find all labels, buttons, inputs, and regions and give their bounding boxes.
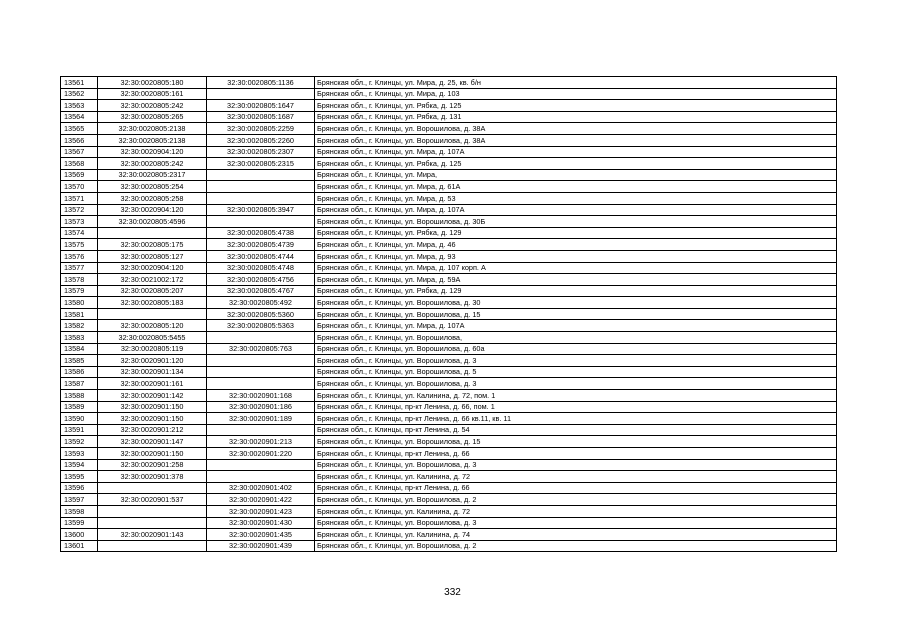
address-cell: Брянская обл., г. Клинцы, ул. Ворошилова, д. 3: [315, 378, 837, 390]
object-cadastral-number-cell: 32:30:0020805:2260: [207, 134, 315, 146]
object-cadastral-number-cell: 32:30:0020805:2307: [207, 146, 315, 158]
table-row: [61, 123, 837, 135]
object-cadastral-number-cell: 32:30:0020901:213: [207, 436, 315, 448]
row-number-cell: 13577: [61, 262, 98, 274]
row-number-cell: 13595: [61, 471, 98, 483]
object-cadastral-number-cell: 32:30:0020805:1687: [207, 111, 315, 123]
page-number: 332: [444, 587, 461, 598]
object-cadastral-number-cell: [207, 216, 315, 228]
row-number-cell: 13572: [61, 204, 98, 216]
registry-table-body: [61, 77, 837, 552]
object-cadastral-number-cell: 32:30:0020901:422: [207, 494, 315, 506]
land-cadastral-number-cell: 32:30:0020805:265: [98, 111, 207, 123]
row-number-cell: 13579: [61, 285, 98, 297]
land-cadastral-number-cell: [98, 517, 207, 529]
table-row: [61, 448, 837, 460]
table-row: [61, 505, 837, 517]
land-cadastral-number-cell: 32:30:0020805:2138: [98, 134, 207, 146]
table-row: [61, 239, 837, 251]
object-cadastral-number-cell: [207, 88, 315, 100]
address-cell: Брянская обл., г. Клинцы, ул. Мира, д. 25, кв. б/н: [315, 77, 837, 89]
row-number-cell: 13580: [61, 297, 98, 309]
address-cell: Брянская обл., г. Клинцы, ул. Мира, д. 103: [315, 88, 837, 100]
land-cadastral-number-cell: 32:30:0020805:127: [98, 250, 207, 262]
land-cadastral-number-cell: 32:30:0020805:2138: [98, 123, 207, 135]
registry-table: [60, 76, 837, 552]
address-cell: Брянская обл., г. Клинцы, ул. Ворошилова, д. 30Б: [315, 216, 837, 228]
table-row: [61, 355, 837, 367]
land-cadastral-number-cell: [98, 540, 207, 552]
address-cell: Брянская обл., г. Клинцы, ул. Мира, д. 107А: [315, 146, 837, 158]
row-number-cell: 13565: [61, 123, 98, 135]
land-cadastral-number-cell: 32:30:0020901:258: [98, 459, 207, 471]
table-row: [61, 169, 837, 181]
table-row: [61, 111, 837, 123]
object-cadastral-number-cell: [207, 332, 315, 344]
object-cadastral-number-cell: 32:30:0020805:2259: [207, 123, 315, 135]
row-number-cell: 13588: [61, 390, 98, 402]
object-cadastral-number-cell: 32:30:0020805:4738: [207, 227, 315, 239]
object-cadastral-number-cell: 32:30:0020901:402: [207, 482, 315, 494]
address-cell: Брянская обл., г. Клинцы, ул. Ворошилова, д. 5: [315, 366, 837, 378]
table-row: [61, 390, 837, 402]
address-cell: Брянская обл., г. Клинцы, ул. Калинина, д. 72, пом. 1: [315, 390, 837, 402]
address-cell: Брянская обл., г. Клинцы, пр-кт Ленина, д. 66 кв.11, кв. 11: [315, 413, 837, 425]
row-number-cell: 13601: [61, 540, 98, 552]
land-cadastral-number-cell: [98, 227, 207, 239]
object-cadastral-number-cell: [207, 355, 315, 367]
land-cadastral-number-cell: 32:30:0020805:120: [98, 320, 207, 332]
address-cell: Брянская обл., г. Клинцы, ул. Ворошилова, д. 3: [315, 517, 837, 529]
row-number-cell: 13597: [61, 494, 98, 506]
table-row: [61, 274, 837, 286]
table-row: [61, 100, 837, 112]
object-cadastral-number-cell: 32:30:0020901:220: [207, 448, 315, 460]
row-number-cell: 13585: [61, 355, 98, 367]
object-cadastral-number-cell: 32:30:0020805:492: [207, 297, 315, 309]
table-row: [61, 482, 837, 494]
land-cadastral-number-cell: [98, 505, 207, 517]
row-number-cell: 13598: [61, 505, 98, 517]
address-cell: Брянская обл., г. Клинцы, ул. Ворошилова, д. 15: [315, 308, 837, 320]
row-number-cell: 13567: [61, 146, 98, 158]
row-number-cell: 13575: [61, 239, 98, 251]
table-row: [61, 181, 837, 193]
row-number-cell: 13589: [61, 401, 98, 413]
object-cadastral-number-cell: 32:30:0020805:1136: [207, 77, 315, 89]
row-number-cell: 13573: [61, 216, 98, 228]
table-row: [61, 366, 837, 378]
table-row: [61, 494, 837, 506]
land-cadastral-number-cell: 32:30:0020805:207: [98, 285, 207, 297]
object-cadastral-number-cell: 32:30:0020901:168: [207, 390, 315, 402]
object-cadastral-number-cell: 32:30:0020805:1647: [207, 100, 315, 112]
land-cadastral-number-cell: 32:30:0020805:4596: [98, 216, 207, 228]
land-cadastral-number-cell: 32:30:0020805:119: [98, 343, 207, 355]
table-row: [61, 343, 837, 355]
row-number-cell: 13599: [61, 517, 98, 529]
object-cadastral-number-cell: [207, 192, 315, 204]
table-row: [61, 436, 837, 448]
row-number-cell: 13568: [61, 158, 98, 170]
land-cadastral-number-cell: 32:30:0021002:172: [98, 274, 207, 286]
table-row: [61, 250, 837, 262]
row-number-cell: 13592: [61, 436, 98, 448]
table-row: [61, 540, 837, 552]
object-cadastral-number-cell: [207, 471, 315, 483]
row-number-cell: 13587: [61, 378, 98, 390]
row-number-cell: 13566: [61, 134, 98, 146]
object-cadastral-number-cell: [207, 378, 315, 390]
address-cell: Брянская обл., г. Клинцы, ул. Ворошилова, д. 15: [315, 436, 837, 448]
row-number-cell: 13563: [61, 100, 98, 112]
table-row: [61, 308, 837, 320]
row-number-cell: 13562: [61, 88, 98, 100]
object-cadastral-number-cell: [207, 424, 315, 436]
land-cadastral-number-cell: 32:30:0020805:242: [98, 158, 207, 170]
row-number-cell: 13578: [61, 274, 98, 286]
address-cell: Брянская обл., г. Клинцы, ул. Мира,: [315, 169, 837, 181]
row-number-cell: 13570: [61, 181, 98, 193]
land-cadastral-number-cell: 32:30:0020904:120: [98, 262, 207, 274]
land-cadastral-number-cell: 32:30:0020901:134: [98, 366, 207, 378]
table-row: [61, 529, 837, 541]
land-cadastral-number-cell: 32:30:0020805:242: [98, 100, 207, 112]
row-number-cell: 13581: [61, 308, 98, 320]
land-cadastral-number-cell: 32:30:0020805:161: [98, 88, 207, 100]
address-cell: Брянская обл., г. Клинцы, ул. Рябка, д. 131: [315, 111, 837, 123]
object-cadastral-number-cell: 32:30:0020805:763: [207, 343, 315, 355]
table-row: [61, 134, 837, 146]
row-number-cell: 13561: [61, 77, 98, 89]
land-cadastral-number-cell: [98, 308, 207, 320]
land-cadastral-number-cell: 32:30:0020904:120: [98, 146, 207, 158]
address-cell: Брянская обл., г. Клинцы, ул. Калинина, д. 72: [315, 471, 837, 483]
table-row: [61, 332, 837, 344]
address-cell: Брянская обл., г. Клинцы, ул. Ворошилова, д. 38А: [315, 134, 837, 146]
address-cell: Брянская обл., г. Клинцы, ул. Мира, д. 61А: [315, 181, 837, 193]
object-cadastral-number-cell: 32:30:0020805:3947: [207, 204, 315, 216]
land-cadastral-number-cell: 32:30:0020901:120: [98, 355, 207, 367]
object-cadastral-number-cell: 32:30:0020901:439: [207, 540, 315, 552]
land-cadastral-number-cell: 32:30:0020901:150: [98, 413, 207, 425]
table-row: [61, 77, 837, 89]
row-number-cell: 13596: [61, 482, 98, 494]
address-cell: Брянская обл., г. Клинцы, ул. Рябка, д. 129: [315, 227, 837, 239]
land-cadastral-number-cell: 32:30:0020901:143: [98, 529, 207, 541]
table-row: [61, 88, 837, 100]
object-cadastral-number-cell: [207, 366, 315, 378]
address-cell: Брянская обл., г. Клинцы, ул. Мира, д. 46: [315, 239, 837, 251]
address-cell: Брянская обл., г. Клинцы, пр-кт Ленина, д. 66: [315, 482, 837, 494]
object-cadastral-number-cell: [207, 181, 315, 193]
address-cell: Брянская обл., г. Клинцы, ул. Мира, д. 59А: [315, 274, 837, 286]
object-cadastral-number-cell: [207, 459, 315, 471]
land-cadastral-number-cell: 32:30:0020805:2317: [98, 169, 207, 181]
table-row: [61, 285, 837, 297]
object-cadastral-number-cell: 32:30:0020805:2315: [207, 158, 315, 170]
land-cadastral-number-cell: 32:30:0020901:378: [98, 471, 207, 483]
land-cadastral-number-cell: 32:30:0020901:142: [98, 390, 207, 402]
object-cadastral-number-cell: 32:30:0020805:4756: [207, 274, 315, 286]
row-number-cell: 13571: [61, 192, 98, 204]
address-cell: Брянская обл., г. Клинцы, ул. Мира, д. 107А: [315, 320, 837, 332]
object-cadastral-number-cell: 32:30:0020805:4748: [207, 262, 315, 274]
row-number-cell: 13591: [61, 424, 98, 436]
address-cell: Брянская обл., г. Клинцы, пр-кт Ленина, д. 66: [315, 448, 837, 460]
address-cell: Брянская обл., г. Клинцы, ул. Ворошилова, д. 2: [315, 540, 837, 552]
address-cell: Брянская обл., г. Клинцы, ул. Калинина, д. 74: [315, 529, 837, 541]
table-row: [61, 517, 837, 529]
address-cell: Брянская обл., г. Клинцы, ул. Калинина, д. 72: [315, 505, 837, 517]
land-cadastral-number-cell: 32:30:0020805:180: [98, 77, 207, 89]
address-cell: Брянская обл., г. Клинцы, ул. Рябка, д. 125: [315, 100, 837, 112]
table-row: [61, 158, 837, 170]
row-number-cell: 13582: [61, 320, 98, 332]
table-row: [61, 227, 837, 239]
object-cadastral-number-cell: 32:30:0020901:186: [207, 401, 315, 413]
land-cadastral-number-cell: 32:30:0020901:150: [98, 448, 207, 460]
address-cell: Брянская обл., г. Клинцы, ул. Мира, д. 93: [315, 250, 837, 262]
row-number-cell: 13583: [61, 332, 98, 344]
address-cell: Брянская обл., г. Клинцы, ул. Ворошилова, д. 38А: [315, 123, 837, 135]
table-row: [61, 262, 837, 274]
table-row: [61, 297, 837, 309]
address-cell: Брянская обл., г. Клинцы, ул. Рябка, д. 125: [315, 158, 837, 170]
table-row: [61, 192, 837, 204]
table-row: [61, 413, 837, 425]
address-cell: Брянская обл., г. Клинцы, ул. Рябка, д. 129: [315, 285, 837, 297]
table-row: [61, 146, 837, 158]
object-cadastral-number-cell: 32:30:0020805:5360: [207, 308, 315, 320]
land-cadastral-number-cell: 32:30:0020901:161: [98, 378, 207, 390]
object-cadastral-number-cell: 32:30:0020901:189: [207, 413, 315, 425]
address-cell: Брянская обл., г. Клинцы, ул. Ворошилова, д. 2: [315, 494, 837, 506]
object-cadastral-number-cell: 32:30:0020901:435: [207, 529, 315, 541]
object-cadastral-number-cell: 32:30:0020901:430: [207, 517, 315, 529]
row-number-cell: 13600: [61, 529, 98, 541]
table-row: [61, 216, 837, 228]
address-cell: Брянская обл., г. Клинцы, пр-кт Ленина, д. 66, пом. 1: [315, 401, 837, 413]
address-cell: Брянская обл., г. Клинцы, ул. Ворошилова,: [315, 332, 837, 344]
land-cadastral-number-cell: 32:30:0020901:150: [98, 401, 207, 413]
land-cadastral-number-cell: 32:30:0020805:258: [98, 192, 207, 204]
table-row: [61, 459, 837, 471]
land-cadastral-number-cell: 32:30:0020904:120: [98, 204, 207, 216]
address-cell: Брянская обл., г. Клинцы, ул. Ворошилова, д. 30: [315, 297, 837, 309]
address-cell: Брянская обл., г. Клинцы, ул. Мира, д. 107А: [315, 204, 837, 216]
row-number-cell: 13576: [61, 250, 98, 262]
table-row: [61, 471, 837, 483]
address-cell: Брянская обл., г. Клинцы, ул. Ворошилова, д. 60а: [315, 343, 837, 355]
object-cadastral-number-cell: 32:30:0020805:4739: [207, 239, 315, 251]
table-row: [61, 320, 837, 332]
address-cell: Брянская обл., г. Клинцы, ул. Ворошилова, д. 3: [315, 459, 837, 471]
land-cadastral-number-cell: 32:30:0020901:537: [98, 494, 207, 506]
address-cell: Брянская обл., г. Клинцы, ул. Мира, д. 107 корп. А: [315, 262, 837, 274]
table-row: [61, 378, 837, 390]
row-number-cell: 13593: [61, 448, 98, 460]
land-cadastral-number-cell: 32:30:0020805:183: [98, 297, 207, 309]
land-cadastral-number-cell: 32:30:0020805:175: [98, 239, 207, 251]
row-number-cell: 13584: [61, 343, 98, 355]
row-number-cell: 13574: [61, 227, 98, 239]
land-cadastral-number-cell: 32:30:0020901:147: [98, 436, 207, 448]
table-row: [61, 424, 837, 436]
row-number-cell: 13586: [61, 366, 98, 378]
table-row: [61, 204, 837, 216]
address-cell: Брянская обл., г. Клинцы, ул. Ворошилова, д. 3: [315, 355, 837, 367]
object-cadastral-number-cell: 32:30:0020805:5363: [207, 320, 315, 332]
land-cadastral-number-cell: 32:30:0020805:254: [98, 181, 207, 193]
table-row: [61, 401, 837, 413]
object-cadastral-number-cell: [207, 169, 315, 181]
row-number-cell: 13564: [61, 111, 98, 123]
object-cadastral-number-cell: 32:30:0020901:423: [207, 505, 315, 517]
land-cadastral-number-cell: 32:30:0020901:212: [98, 424, 207, 436]
row-number-cell: 13590: [61, 413, 98, 425]
object-cadastral-number-cell: 32:30:0020805:4767: [207, 285, 315, 297]
row-number-cell: 13569: [61, 169, 98, 181]
address-cell: Брянская обл., г. Клинцы, ул. Мира, д. 53: [315, 192, 837, 204]
land-cadastral-number-cell: [98, 482, 207, 494]
object-cadastral-number-cell: 32:30:0020805:4744: [207, 250, 315, 262]
address-cell: Брянская обл., г. Клинцы, пр-кт Ленина, д. 54: [315, 424, 837, 436]
land-cadastral-number-cell: 32:30:0020805:5455: [98, 332, 207, 344]
row-number-cell: 13594: [61, 459, 98, 471]
